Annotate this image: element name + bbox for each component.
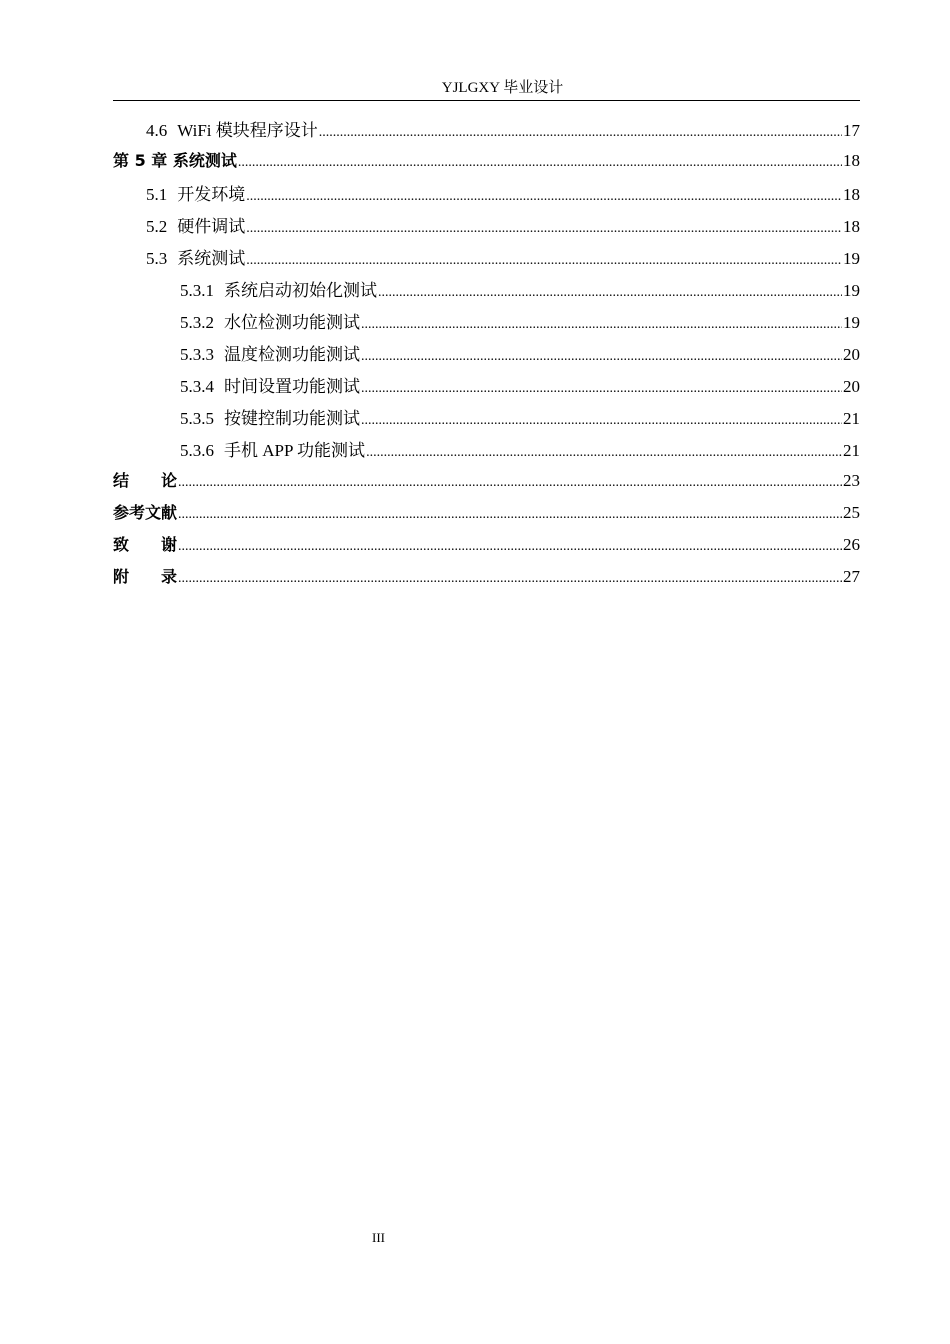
dot-leader (178, 471, 842, 491)
toc-entry-number: 5.3.5 (180, 409, 214, 428)
toc-entry-page: 17 (843, 121, 860, 140)
page-number: III (372, 1230, 385, 1245)
toc-entry-title: 第 5 章 系统测试 (113, 151, 237, 170)
dot-leader (361, 409, 842, 429)
toc-entry-title: 按键控制功能测试 (224, 409, 360, 428)
toc-entry-number: 5.3.6 (180, 441, 214, 460)
toc-entry[interactable] (113, 372, 860, 404)
dot-leader (246, 185, 842, 205)
toc-entry[interactable] (113, 308, 860, 340)
dot-leader (366, 441, 842, 461)
toc-entry-number: 4.6 (146, 121, 168, 140)
toc-entry-number: 5.3 (146, 249, 168, 268)
toc-entry-page: 19 (843, 281, 860, 300)
toc-entry-title: 参考文献 (113, 503, 178, 522)
toc-entry[interactable] (113, 468, 860, 500)
toc-entry[interactable] (113, 180, 860, 212)
toc-entry-page: 23 (843, 471, 860, 490)
toc-entry-title: 开发环境 (177, 185, 246, 204)
dot-leader (361, 377, 842, 397)
dot-leader (246, 217, 842, 237)
toc-entry-title: 系统测试 (177, 249, 246, 268)
toc-entry[interactable] (113, 276, 860, 308)
dot-leader (238, 151, 842, 171)
toc-entry[interactable] (113, 436, 860, 468)
toc-entry-page: 26 (843, 535, 860, 554)
toc-entry-page: 19 (843, 249, 860, 268)
toc-entry[interactable] (113, 340, 860, 372)
toc-entry-page: 21 (843, 409, 860, 428)
toc-entry-title: 温度检测功能测试 (224, 345, 360, 364)
toc-entry[interactable] (113, 404, 860, 436)
toc-entry-title: 系统启动初始化测试 (224, 281, 377, 300)
toc-entry[interactable] (113, 212, 860, 244)
toc-entry-page: 27 (843, 567, 860, 586)
dot-leader (178, 567, 842, 587)
toc-entry-number: 5.3.1 (180, 281, 214, 300)
toc-entry[interactable] (113, 564, 860, 596)
dot-leader (361, 345, 842, 365)
toc-entry-title: 水位检测功能测试 (224, 313, 360, 332)
toc-entry-page: 20 (843, 345, 860, 364)
toc-entry[interactable] (113, 148, 860, 180)
toc-entry-title: 结 论 (113, 471, 178, 490)
toc-entry-title: WiFi 模块程序设计 (177, 121, 318, 140)
toc-entry-number: 5.1 (146, 185, 168, 204)
toc-entry[interactable] (113, 500, 860, 532)
toc-entry-title: 硬件调试 (177, 217, 246, 236)
toc-entry-page: 18 (843, 151, 860, 170)
toc-entry-title: 时间设置功能测试 (224, 377, 360, 396)
toc-entry[interactable] (113, 244, 860, 276)
toc-entry-number: 5.3.2 (180, 313, 214, 332)
toc-entry-page: 18 (843, 217, 860, 236)
dot-leader (178, 535, 842, 555)
dot-leader (361, 313, 842, 333)
header-divider (113, 100, 860, 101)
toc-entry[interactable] (113, 532, 860, 564)
toc-entry[interactable] (113, 116, 860, 148)
toc-entry-number: 5.3.4 (180, 377, 214, 396)
toc-entry-title: 附 录 (113, 567, 178, 586)
toc-entry-number: 5.3.3 (180, 345, 214, 364)
toc-entry-page: 21 (843, 441, 860, 460)
toc-entry-title: 手机 APP 功能测试 (224, 441, 366, 460)
dot-leader (178, 503, 842, 523)
header-title: YJLGXY 毕业设计 (441, 80, 564, 96)
toc-entry-page: 18 (843, 185, 860, 204)
toc-entry-title: 致 谢 (113, 535, 178, 554)
dot-leader (246, 249, 842, 269)
table-of-contents (113, 116, 860, 596)
toc-entry-page: 20 (843, 377, 860, 396)
dot-leader (319, 121, 842, 141)
toc-entry-page: 25 (843, 503, 860, 522)
toc-entry-page: 19 (843, 313, 860, 332)
dot-leader (378, 281, 842, 301)
toc-entry-number: 5.2 (146, 217, 168, 236)
